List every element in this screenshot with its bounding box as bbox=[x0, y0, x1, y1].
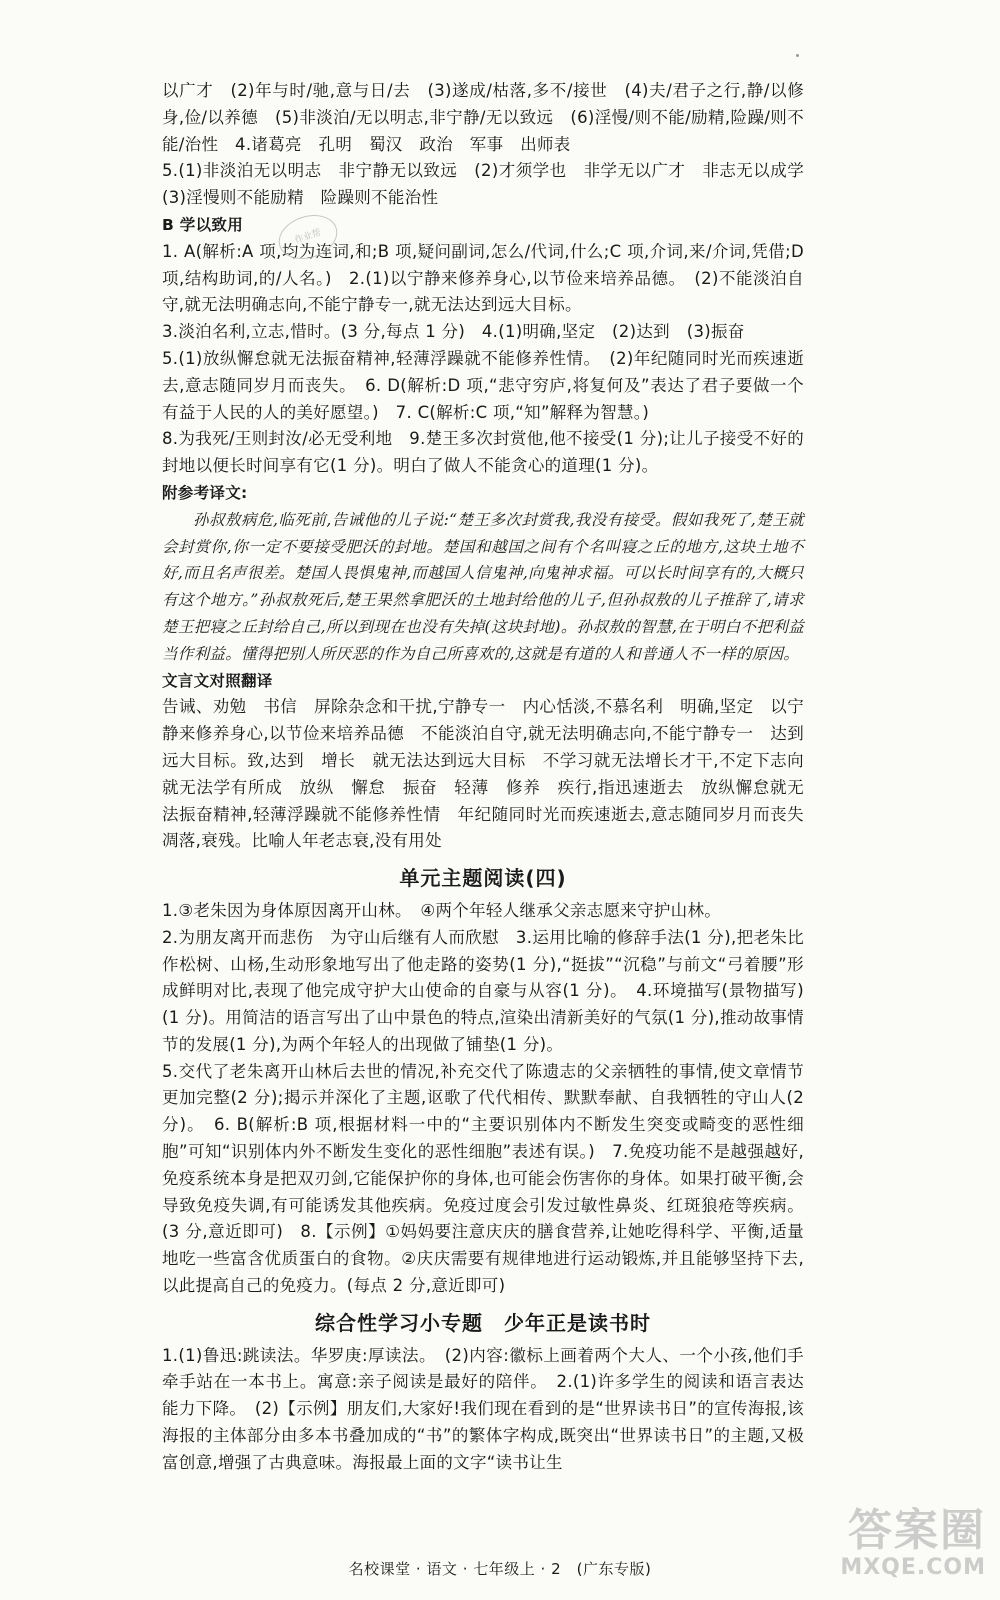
answer-content bbox=[162, 78, 821, 1477]
answer-paragraph: 1.③老朱因为身体原因离开山林。 ④两个年轻人继承父亲志愿来守护山林。 bbox=[162, 900, 722, 920]
reference-translation bbox=[162, 507, 804, 668]
classical-translation-text: 告诫、劝勉 书信 屏除杂念和干扰,宁静专一 内心恬淡,不慕名利 明确,坚定 以宁静来修养身心,以节俭来培养品德 不能淡泊自守,就无法明确志向,不能宁静专一 达到远大目标。致,达到 增长 就无法达到远大目标 不学习就无法增长才干,不定下志向就无法学有所成 放纵 懈怠 振奋 轻薄 修养 疾行,指迅速逝去 放纵懈怠就无法振奋精神,轻薄浮躁就不能修养性情 年纪随同时光而疾速逝去,意志随同岁月而丧失 凋落,衰残。比喻人年老志衰,没有用处 bbox=[162, 697, 821, 851]
print-mark bbox=[796, 54, 799, 57]
answer-paragraph: 1.(1)鲁迅:跳读法。华罗庚:厚读法。 (2)内容:徽标上画着两个大人、一个小孩,他们手牵手站在一本书上。寓意:亲子阅读是最好的陪伴。 2.(1)许多学生的阅读和语言表达能力下降。 (2)【示例】朋友们,大家好!我们现在看到的是“世界读书日”的宣传海报,该海报的主体部分由多本书叠加成的“书”的繁体字构成,既突出“世界读书日”的主题,又极富创意,增强了古典意味。海报最上面的文字“读书让生 bbox=[162, 1345, 804, 1472]
answer-paragraph: 5.(1)放纵懈怠就无法振奋精神,轻薄浮躁就不能修养性情。 (2)年纪随同时光而疾速逝去,意志随同岁月而丧失。 6. D(解析:D 项,“悲守穷庐,将复何及”表达了君子要做一个有益于人民的人的美好愿望。) 7. C(解析:C 项,“知”解释为智慧。) bbox=[162, 348, 804, 422]
reference-translation-text: 孙叔敖病危,临死前,告诫他的儿子说:“楚王多次封赏我,我没有接受。假如我死了,楚王就会封赏你,你一定不要接受肥沃的封地。楚国和越国之间有个名叫寝之丘的地方,这块土地不好,而且名声很差。楚国人畏惧鬼神,而越国人信鬼神,向鬼神求福。可以长时间享有的,大概只有这个地方。”孙叔敖死后,楚王果然拿肥沃的土地封给他的儿子,但孙叔敖的儿子推辞了,请求楚王把寝之丘封给自己,所以到现在也没有失掉(这块封地)。孙叔敖的智慧,在于明白不把利益当作利益。懂得把别人所厌恶的作为自己所喜欢的,这就是有道的人和普通人不一样的原因。 bbox=[162, 510, 804, 663]
classical-translation-heading: 文言文对照翻译 bbox=[162, 671, 273, 690]
comprehensive-title: 综合性学习小专题 少年正是读书时 bbox=[315, 1310, 651, 1335]
answer-paragraph: 以广才 (2)年与时/驰,意与日/去 (3)遂成/枯落,多不/接世 (4)夫/君子之行,静/以修身,俭/以养德 (5)非淡泊/无以明志,非宁静/无以致远 (6)淫慢/则不能/励精,险躁/则不能/治性 4.诸葛亮 孔明 蜀汉 政治 军事 出师表 bbox=[162, 81, 804, 154]
answer-paragraph: 2.为朋友离开而悲伤 为守山后继有人而欣慰 3.运用比喻的修辞手法(1 分),把老朱比作松树、山杨,生动形象地写出了他走路的姿势(1 分),“挺拔”“沉稳”与前文“弓着腰”形成鲜明对比,表现了他完成守护大山使命的自豪与从容(1 分)。 4.环境描写(景物描写)(1 分)。用简洁的语言写出了山中景色的特点,渲染出清新美好的气氛(1 分),推动故事情节的发展(1 分),为两个年轻人的出现做了铺垫(1 分)。 bbox=[162, 927, 804, 1054]
site-watermark bbox=[816, 1506, 986, 1588]
answer-paragraph: 8.为我死/王则封汝/必无受利地 9.楚王多次封赏他,他不接受(1 分);让儿子接受不好的封地以便长时间享有它(1 分)。明白了做人不能贪心的道理(1 分)。 bbox=[162, 429, 804, 476]
answer-paragraph: 5.(1)非淡泊无以明志 非宁静无以致远 (2)才须学也 非学无以广才 非志无以成学 (3)淫慢则不能励精 险躁则不能治性 bbox=[162, 161, 821, 208]
page-footer: 名校课堂 · 语文 · 七年级上 · 2 (广东专版) bbox=[348, 1560, 652, 1578]
watermark-site: MXQE.COM bbox=[840, 1555, 986, 1580]
answer-paragraph: 3.淡泊名利,立志,惜时。(3 分,每点 1 分) 4.(1)明确,坚定 (2)达到 (3)振奋 bbox=[162, 322, 745, 342]
reference-translation-heading: 附参考译文: bbox=[162, 483, 248, 502]
stamp-mark: 作业帮 bbox=[273, 208, 343, 266]
unit-reading-title: 单元主题阅读(四) bbox=[399, 866, 567, 891]
answer-paragraph: 1. A(解析:A 项,均为连词,和;B 项,疑问副词,怎么/代词,什么;C 项,介词,来/介词,凭借;D 项,结构助词,的/人名。) 2.(1)以宁静来修养身心,以节俭来培养品德。 (2)不能淡泊自守,就无法明确志向,不能宁静专一,就无法达到远大目标。 bbox=[162, 241, 804, 315]
watermark-logo: 答案圈 bbox=[848, 1505, 986, 1556]
answer-paragraph: 5.交代了老朱离开山林后去世的情况,补充交代了陈遗志的父亲牺牲的事情,使文章情节更加完整(2 分);揭示并深化了主题,讴歌了代代相传、默默奉献、自我牺牲的守山人(2 分)。 6. B(解析:B 项,根据材料一中的“主要识别体内不断发生突变或畸变的恶性细胞”可知“识别体内外不断发生变化的恶性细胞”表述有误。) 7.免疫功能不是越强越好,免疫系统本身是把双刃剑,它能保护你的身体,也可能会伤害你的身体。如果打破平衡,会导致免疫失调,有可能诱发其他疾病。免疫过度会引发过敏性鼻炎、红斑狼疮等疾病。(3 分,意近即可) 8.【示例】①妈妈要注意庆庆的膳食营养,让她吃得科学、平衡,适量地吃一些富含优质蛋白的食物。②庆庆需要有规律地进行运动锻炼,并且能够坚持下去,以此提高自己的免疫力。(每点 2 分,意近即可) bbox=[162, 1061, 804, 1296]
section-b-heading: B 学以致用 bbox=[162, 215, 244, 234]
